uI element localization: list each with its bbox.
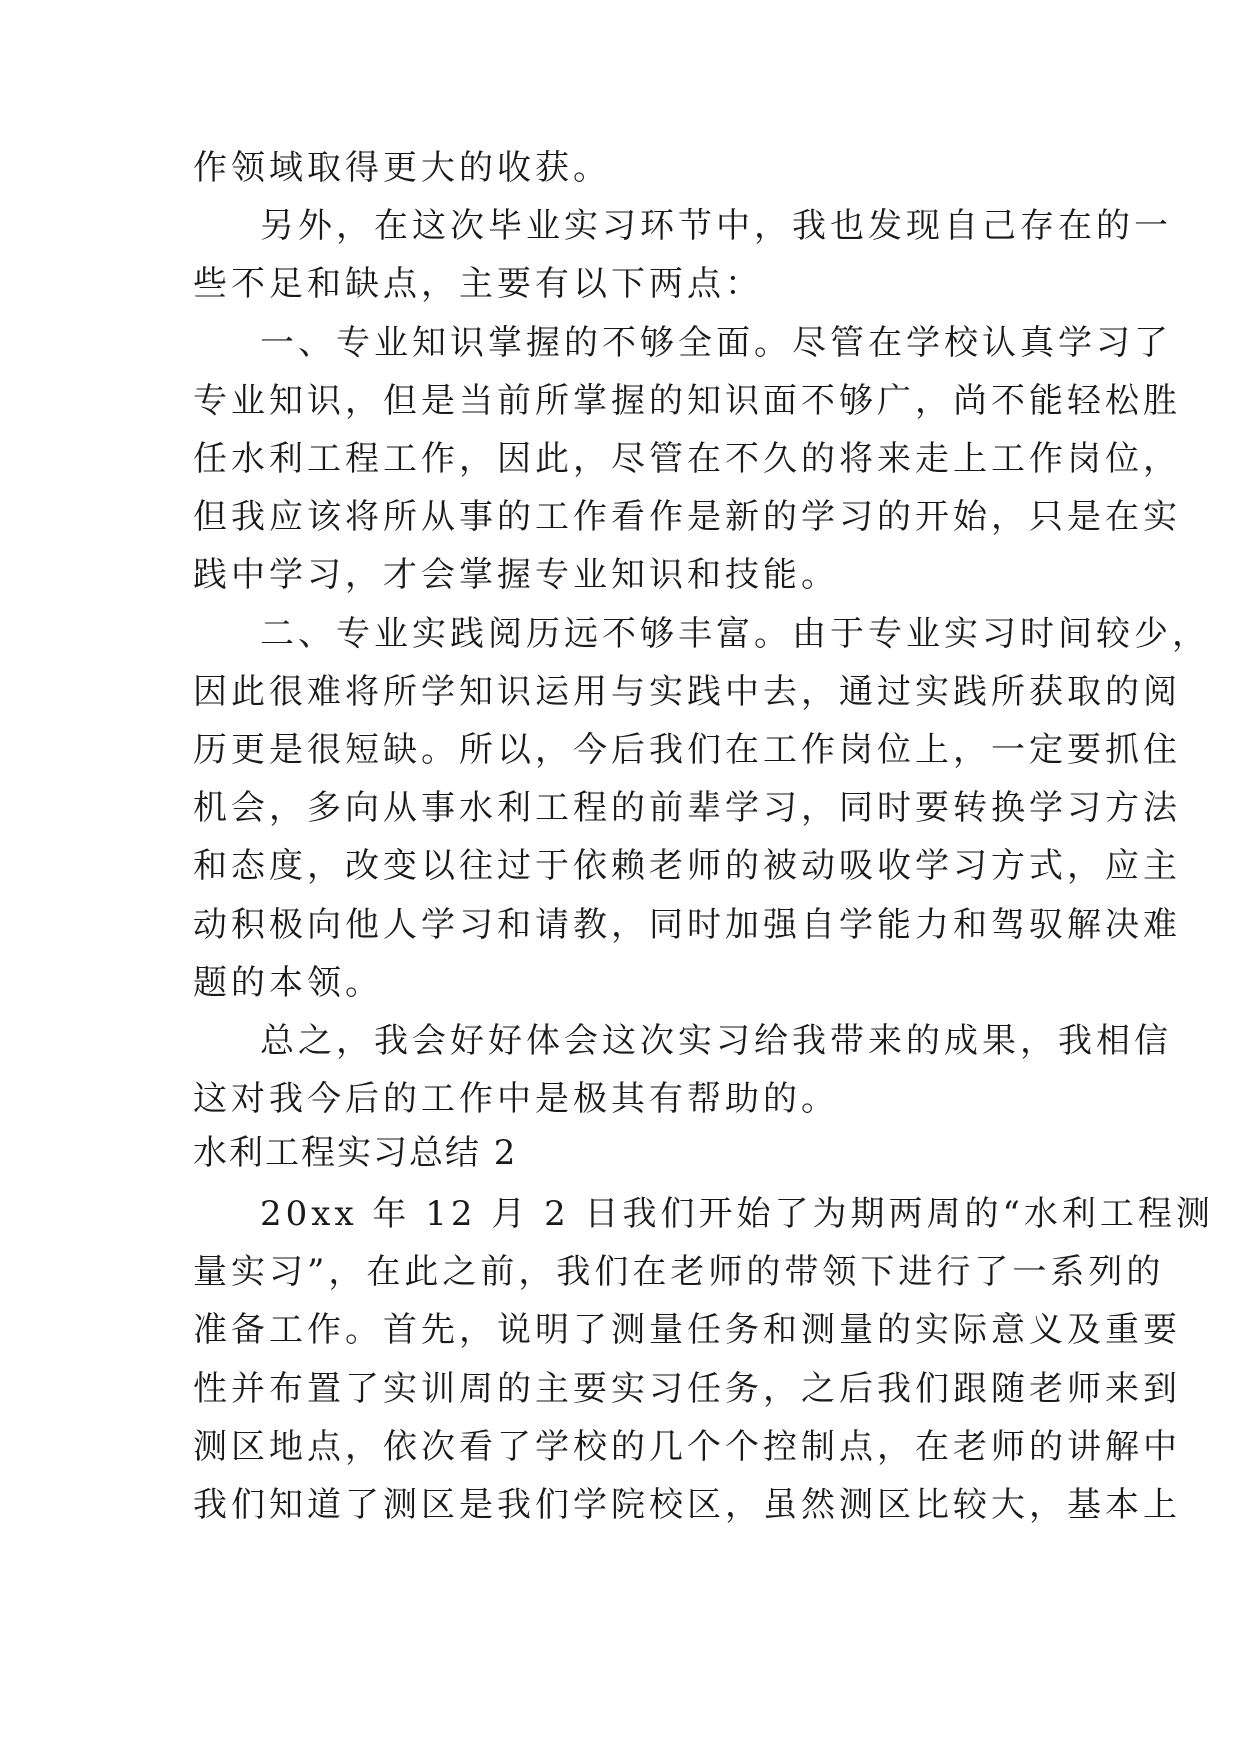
text-line: 些不足和缺点，主要有以下两点：: [193, 264, 763, 304]
text-line: 题的本领。: [193, 963, 383, 1003]
text-line: 这对我今后的工作中是极其有帮助的。: [193, 1079, 839, 1119]
paragraph-start-line: 另外，在这次毕业实习环节中，我也发现自己存在的一: [260, 206, 1172, 246]
text-line: 性并布置了实训周的主要实习任务，之后我们跟随老师来到: [193, 1369, 1181, 1409]
paragraph-start-line: 一、专业知识掌握的不够全面。尽管在学校认真学习了: [260, 323, 1172, 363]
text-line: 践中学习，才会掌握专业知识和技能。: [193, 555, 839, 595]
text-line: 量实习”，在此之前，我们在老师的带领下进行了一系列的: [193, 1252, 1165, 1292]
text-line: 准备工作。首先，说明了测量任务和测量的实际意义及重要: [193, 1310, 1181, 1350]
text-line: 因此很难将所学知识运用与实践中去，通过实践所获取的阅: [193, 672, 1181, 712]
text-line: 我们知道了测区是我们学院校区，虽然测区比较大，基本上: [193, 1485, 1181, 1525]
text-line: 机会，多向从事水利工程的前辈学习，同时要转换学习方法: [193, 788, 1181, 828]
text-line: 历更是很短缺。所以，今后我们在工作岗位上，一定要抓住: [193, 730, 1181, 770]
text-line: 动积极向他人学习和请教，同时加强自学能力和驾驭解决难: [193, 905, 1181, 945]
text-line: 作领域取得更大的收获。: [193, 148, 611, 188]
text-line: 测区地点，依次看了学校的几个个控制点，在老师的讲解中: [193, 1427, 1181, 1467]
text-line: 和态度，改变以往过于依赖老师的被动吸收学习方式，应主: [193, 846, 1181, 886]
text-line: 专业知识，但是当前所掌握的知识面不够广，尚不能轻松胜: [193, 381, 1181, 421]
paragraph-start-line: 20xx 年 12 月 2 日我们开始了为期两周的“水利工程测: [260, 1194, 1214, 1234]
text-line: 但我应该将所从事的工作看作是新的学习的开始，只是在实: [193, 497, 1181, 537]
text-line: 任水利工程工作，因此，尽管在不久的将来走上工作岗位，: [193, 439, 1181, 479]
paragraph-start-line: 总之，我会好好体会这次实习给我带来的成果，我相信: [260, 1021, 1172, 1061]
section-heading: 水利工程实习总结 2: [193, 1133, 518, 1173]
paragraph-start-line: 二、专业实践阅历远不够丰富。由于专业实习时间较少，: [260, 614, 1210, 654]
